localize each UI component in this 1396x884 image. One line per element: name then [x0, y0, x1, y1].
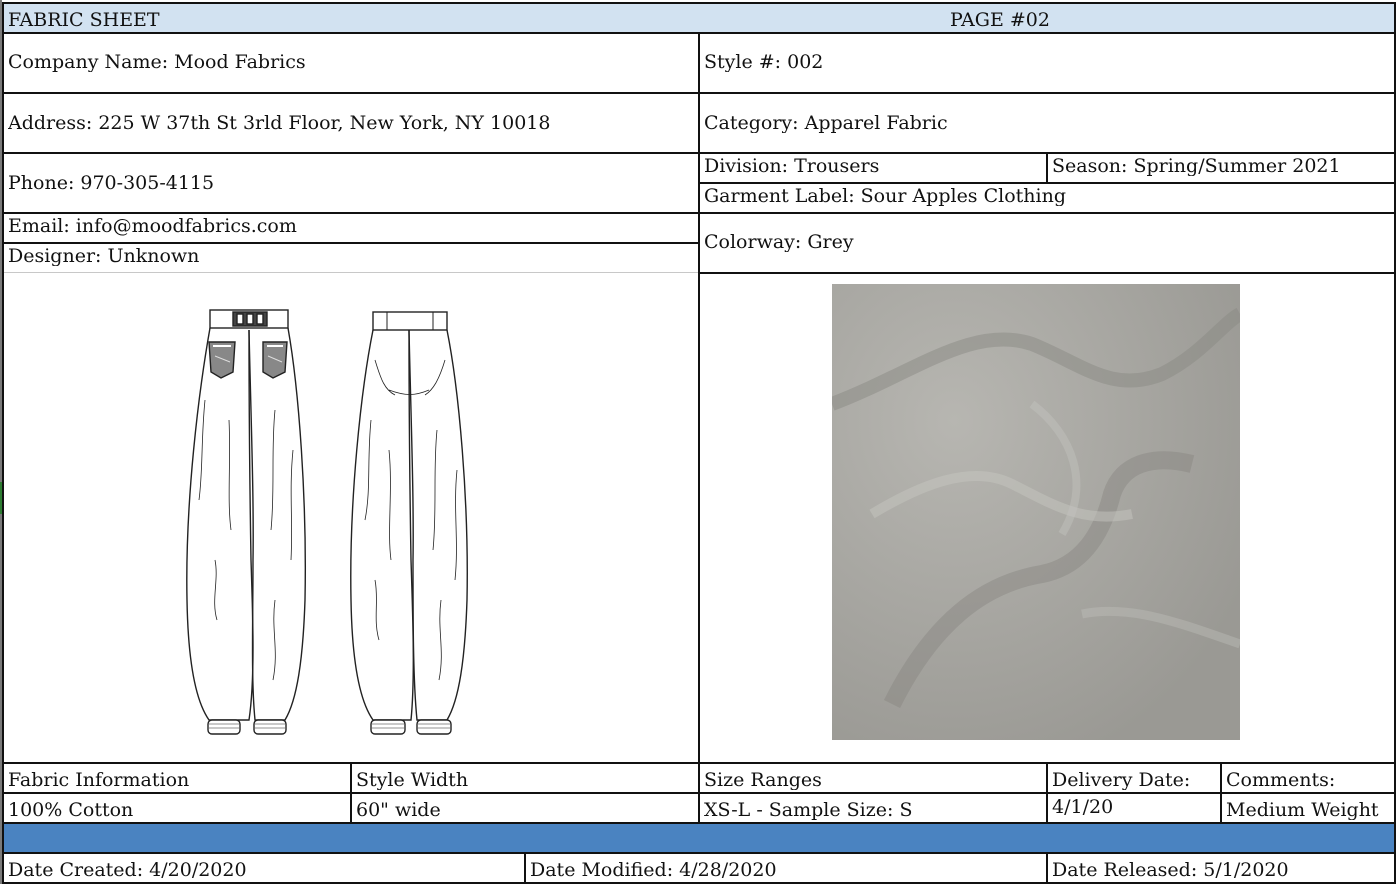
grid-line — [2, 822, 1396, 824]
trousers-sketch-icon — [175, 300, 485, 745]
grid-line — [2, 2, 4, 884]
delivery-date-value[interactable]: 4/1/20 — [1052, 798, 1114, 817]
grid-line — [698, 272, 1396, 274]
grid-line — [1046, 852, 1048, 884]
garment-label-cell[interactable]: Garment Label: Sour Apples Clothing — [704, 187, 1067, 206]
phone-cell[interactable]: Phone: 970-305-4115 — [8, 174, 215, 193]
grid-line — [350, 762, 352, 822]
comments-value[interactable]: Medium Weight — [1226, 801, 1379, 820]
style-number-cell[interactable]: Style #: 002 — [704, 53, 824, 72]
fabric-swatch-icon — [832, 284, 1240, 740]
grid-line — [2, 272, 700, 273]
accent-separator-bar — [2, 824, 1396, 852]
fabric-information-value[interactable]: 100% Cotton — [8, 801, 134, 820]
grid-line — [1220, 762, 1222, 822]
email-cell[interactable]: Email: info@moodfabrics.com — [8, 217, 297, 236]
date-released-cell[interactable]: Date Released: 5/1/2020 — [1052, 861, 1289, 880]
size-ranges-value[interactable]: XS-L - Sample Size: S — [704, 801, 913, 820]
grid-line — [1046, 762, 1048, 822]
date-created-cell[interactable]: Date Created: 4/20/2020 — [8, 861, 247, 880]
size-ranges-label[interactable]: Size Ranges — [704, 771, 822, 790]
grid-line — [698, 182, 1396, 184]
comments-label[interactable]: Comments: — [1226, 771, 1336, 790]
colorway-cell[interactable]: Colorway: Grey — [704, 233, 854, 252]
style-width-value[interactable]: 60" wide — [356, 801, 441, 820]
season-cell[interactable]: Season: Spring/Summer 2021 — [1052, 157, 1341, 176]
grid-line — [2, 242, 700, 244]
division-cell[interactable]: Division: Trousers — [704, 157, 880, 176]
category-cell[interactable]: Category: Apparel Fabric — [704, 114, 948, 133]
style-width-label[interactable]: Style Width — [356, 771, 469, 790]
page-number[interactable]: PAGE #02 — [950, 11, 1050, 30]
delivery-date-label[interactable]: Delivery Date: — [1052, 771, 1191, 790]
address-cell[interactable]: Address: 225 W 37th St 3rld Floor, New York, NY 10018 — [8, 114, 551, 133]
grid-line — [698, 32, 700, 822]
grid-line — [524, 852, 526, 884]
header-bar — [2, 3, 1396, 32]
grid-line — [2, 2, 1396, 4]
grid-line — [1046, 152, 1048, 182]
date-modified-cell[interactable]: Date Modified: 4/28/2020 — [530, 861, 777, 880]
sheet-title[interactable]: FABRIC SHEET — [8, 11, 160, 30]
company-name-cell[interactable]: Company Name: Mood Fabrics — [8, 53, 306, 72]
designer-cell[interactable]: Designer: Unknown — [8, 247, 200, 266]
grid-line — [2, 852, 1396, 854]
fabric-information-label[interactable]: Fabric Information — [8, 771, 190, 790]
